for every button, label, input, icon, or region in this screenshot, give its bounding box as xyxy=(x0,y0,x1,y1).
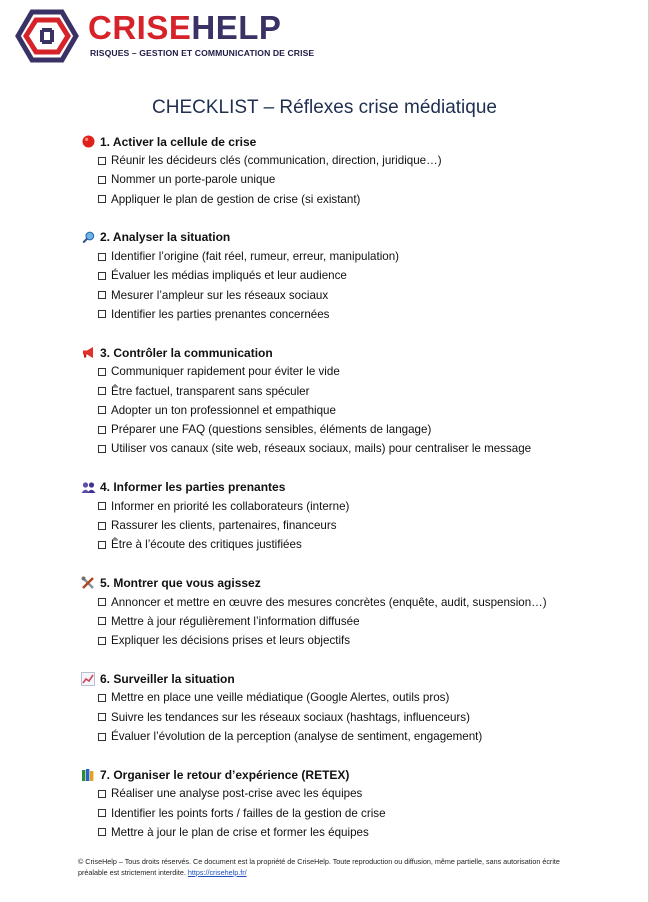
brand-name-help: HELP xyxy=(191,9,282,46)
checklist-item xyxy=(80,708,640,727)
checklist-item-text: Identifier l’origine (fait réel, rumeur, erreur, manipulation) xyxy=(111,250,400,264)
checklist-item-text: Évaluer les médias impliqués et leur audience xyxy=(111,269,347,283)
checklist-item-text: Utiliser vos canaux (site web, réseaux sociaux, mails) pour centraliser le message xyxy=(111,442,532,456)
magnifier-icon xyxy=(80,229,96,245)
checklist-item xyxy=(80,631,640,650)
checklist-section xyxy=(80,132,640,209)
brand-name xyxy=(88,10,281,46)
section-heading: 4. Informer les parties prenantes xyxy=(100,480,286,495)
section-heading: 7. Organiser le retour d’expérience (RETEX) xyxy=(100,767,350,782)
section-header xyxy=(80,228,640,247)
section-header xyxy=(80,343,640,362)
section-heading: 5. Montrer que vous agissez xyxy=(100,575,261,590)
section-heading: 3. Contrôler la communication xyxy=(100,345,273,360)
checkbox[interactable] xyxy=(98,291,106,299)
tools-icon xyxy=(80,575,96,591)
checklist-section xyxy=(80,573,640,650)
section-header xyxy=(80,478,640,497)
checklist-section xyxy=(80,765,640,842)
checklist-item xyxy=(80,381,640,400)
checklist-item xyxy=(80,727,640,746)
megaphone-icon xyxy=(80,345,96,361)
checkbox[interactable] xyxy=(98,637,106,645)
checklist-item xyxy=(80,151,640,170)
checklist-item-text: Réaliser une analyse post-crise avec les équipes xyxy=(111,787,363,801)
checklist-item-text: Mettre à jour régulièrement l’information diffusée xyxy=(111,614,360,628)
checklist-item xyxy=(80,688,640,707)
checkbox[interactable] xyxy=(98,828,106,836)
checkbox[interactable] xyxy=(98,176,106,184)
section-header xyxy=(80,573,640,592)
checklist-item-text: Réunir les décideurs clés (communication, direction, juridique…) xyxy=(111,154,442,168)
checklist-item xyxy=(80,362,640,381)
checklist-item-text: Expliquer les décisions prises et leurs objectifs xyxy=(111,634,351,648)
checklist-item-text: Suivre les tendances sur les réseaux sociaux (hashtags, influenceurs) xyxy=(111,710,470,724)
section-heading: 2. Analyser la situation xyxy=(100,230,231,245)
checklist-item-text: Mesurer l’ampleur sur les réseaux sociaux xyxy=(111,288,329,302)
section-header xyxy=(80,765,640,784)
checklist-item-text: Être à l’écoute des critiques justifiées xyxy=(111,538,302,552)
checkbox[interactable] xyxy=(98,713,106,721)
checklist-item xyxy=(80,170,640,189)
brand-logo xyxy=(14,8,354,64)
checkbox[interactable] xyxy=(98,368,106,376)
checklist-item-text: Annoncer et mettre en œuvre des mesures concrètes (enquête, audit, suspension…) xyxy=(111,595,547,609)
checklist-item xyxy=(80,420,640,439)
checklist-item xyxy=(80,823,640,842)
checklist-section xyxy=(80,228,640,324)
checklist-item-text: Adopter un ton professionnel et empathique xyxy=(111,403,336,417)
checkbox[interactable] xyxy=(98,157,106,165)
section-header xyxy=(80,669,640,688)
section-heading: 6. Surveiller la situation xyxy=(100,671,235,686)
checklist-item xyxy=(80,804,640,823)
footer-copyright: © CriseHelp – Tous droits réservés. Ce document est la propriété de CriseHelp. Toute reproduction ou diffusion, même partielle, sans autorisation écrite préalable est strictement interdite. xyxy=(78,857,560,877)
checklist-item xyxy=(80,535,640,554)
checkbox[interactable] xyxy=(98,445,106,453)
checklist-item-text: Informer en priorité les collaborateurs (interne) xyxy=(111,499,350,513)
checklist-item-text: Évaluer l’évolution de la perception (analyse de sentiment, engagement) xyxy=(111,730,483,744)
checklist-item-text: Appliquer le plan de gestion de crise (si existant) xyxy=(111,192,361,206)
footer xyxy=(78,857,578,878)
checkbox[interactable] xyxy=(98,406,106,414)
checkbox[interactable] xyxy=(98,310,106,318)
checklist-item xyxy=(80,247,640,266)
checklist-item xyxy=(80,516,640,535)
trend-chart-icon xyxy=(80,671,96,687)
footer-link[interactable]: https://crisehelp.fr/ xyxy=(187,867,247,877)
checkbox[interactable] xyxy=(98,790,106,798)
checklist-item-text: Mettre en place une veille médiatique (Google Alertes, outils pros) xyxy=(111,691,450,705)
checklist-item xyxy=(80,439,640,458)
checklist-item xyxy=(80,266,640,285)
people-icon xyxy=(80,479,96,495)
checklist-item-text: Préparer une FAQ (questions sensibles, éléments de langage) xyxy=(111,423,432,437)
checkbox[interactable] xyxy=(98,694,106,702)
checklist-sections xyxy=(80,132,640,861)
crisehelp-logo-icon xyxy=(14,8,80,64)
brand-name-crise: CRISE xyxy=(88,9,192,46)
section-heading: 1. Activer la cellule de crise xyxy=(100,134,257,149)
checkbox[interactable] xyxy=(98,426,106,434)
checklist-item-text: Être factuel, transparent sans spéculer xyxy=(111,384,310,398)
checklist-item-text: Rassurer les clients, partenaires, financeurs xyxy=(111,519,337,532)
red-circle-icon xyxy=(80,134,96,150)
checkbox[interactable] xyxy=(98,502,106,510)
checklist-item xyxy=(80,285,640,304)
brand-tagline: RISQUES – GESTION ET COMMUNICATION DE CRISE xyxy=(90,48,315,58)
page-title: CHECKLIST – Réflexes crise médiatique xyxy=(152,97,497,118)
checklist-item-text: Mettre à jour le plan de crise et former les équipes xyxy=(111,825,369,839)
checklist-item xyxy=(80,305,640,324)
checklist-section xyxy=(80,343,640,458)
checklist-section xyxy=(80,478,640,555)
books-icon xyxy=(80,767,96,783)
checkbox[interactable] xyxy=(98,253,106,261)
checkbox[interactable] xyxy=(98,598,106,606)
checkbox[interactable] xyxy=(98,195,106,203)
checklist-item xyxy=(80,190,640,209)
checkbox[interactable] xyxy=(98,522,106,530)
checklist-section xyxy=(80,669,640,746)
checklist-item-text: Nommer un porte-parole unique xyxy=(111,173,276,187)
checklist-item xyxy=(80,497,640,516)
checkbox[interactable] xyxy=(98,809,106,817)
checkbox[interactable] xyxy=(98,272,106,280)
checkbox[interactable] xyxy=(98,541,106,549)
section-header xyxy=(80,132,640,151)
checklist-item xyxy=(80,784,640,803)
checklist-item-text: Communiquer rapidement pour éviter le vide xyxy=(111,365,340,379)
checklist-item xyxy=(80,612,640,631)
checklist-item xyxy=(80,592,640,611)
checklist-item-text: Identifier les points forts / failles de la gestion de crise xyxy=(111,806,386,820)
checkbox[interactable] xyxy=(98,387,106,395)
checklist-item xyxy=(80,401,640,420)
checkbox[interactable] xyxy=(98,733,106,741)
checkbox[interactable] xyxy=(98,617,106,625)
checklist-item-text: Identifier les parties prenantes concernées xyxy=(111,307,330,321)
